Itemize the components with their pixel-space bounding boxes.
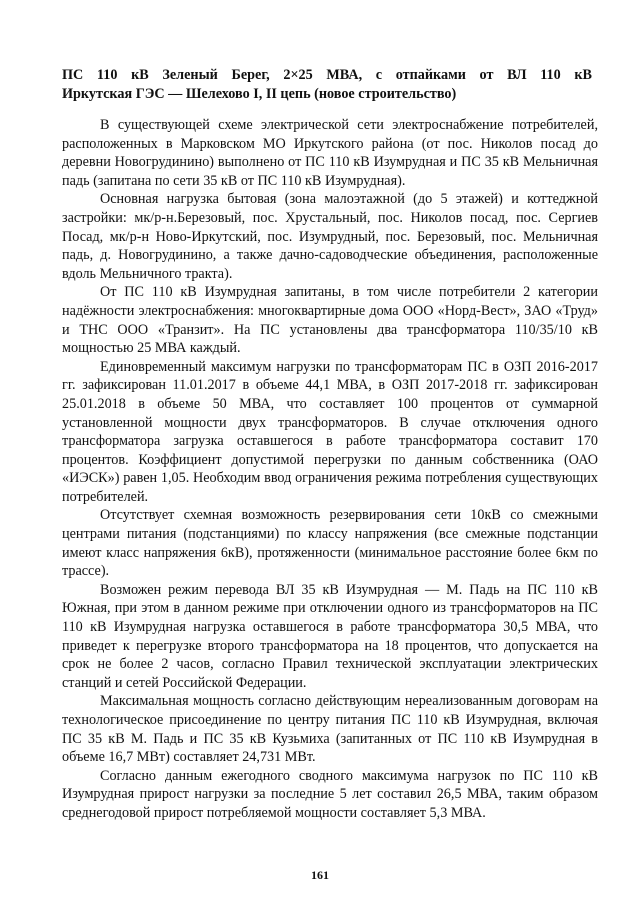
document-title	[62, 66, 592, 104]
title-line-1: ПС 110 кВ Зеленый Берег, 2×25 МВА, с отпайками от ВЛ 110 кВ	[62, 67, 592, 83]
paragraph-existing-scheme: В существующей схеме электрической сети электроснабжение потребителей, расположенных в Марковском МО Иркутского района (от пос. Николов посад до деревни Новогрудинино) выполнено от ПС 110 кВ Изумрудная и ПС 35 кВ Мельничная падь (запитана по сети 35 кВ от ПС 110 кВ Изумрудная).	[62, 117, 598, 189]
paragraph-consumers: От ПС 110 кВ Изумрудная запитаны, в том числе потребители 2 категории надёжности электроснабжения: многоквартирные дома ООО «Норд-Вест», ЗАО «Труд» и ТНС ООО «Транзит». На ПС установлены два трансформатора 110/35/10 кВ мощностью 25 МВА каждый.	[62, 284, 598, 357]
paragraph-max-power: Максимальная мощность согласно действующим нереализованным договорам на технологическое присоединение по центру питания ПС 110 кВ Изумрудная, включая ПС 35 кВ М. Падь и ПС 35 кВ Кузьмиха (запитанных от ПС 110 кВ Изумрудная в объеме 16,7 МВт) составляет 24,731 МВт.	[62, 693, 598, 766]
paragraph-transfer-mode: Возможен режим перевода ВЛ 35 кВ Изумрудная — М. Падь на ПС 110 кВ Южная, при этом в данном режиме при отключении одного из трансформаторов на ПС 110 кВ Изумрудная нагрузка оставшегося в работе трансформатора 30,5 МВА, что приведет к перегрузке второго трансформатора на 18 процентов, что допускается на срок не более 2 часов, согласно Правил технической эксплуатации электрических станций и сетей Российской Федерации.	[62, 581, 598, 691]
paragraph-peak-load: Единовременный максимум нагрузки по трансформаторам ПС в ОЗП 2016-2017 гг. зафиксирован 11.01.2017 в объеме 44,1 МВА, в ОЗП 2017-2018 гг. зафиксирован 25.01.2018 в объеме 50 МВА, что составляет 100 процентов от суммарной установленной мощности двух трансформаторов. В случае отключения одного трансформатора загрузка оставшегося в работе трансформатора составит 170 процентов. Коэффициент допустимой перегрузки по данным собственника (ОАО «ИЭСК») равен 1,05. Необходим ввод ограничения режима потребления существующих потребителей.	[62, 358, 598, 505]
title-line-2: Иркутская ГЭС — Шелехово I, II цепь (новое строительство)	[62, 86, 457, 102]
document-body	[62, 116, 598, 823]
page-number: 161	[311, 868, 329, 882]
paragraph-load-growth: Согласно данным ежегодного сводного максимума нагрузок по ПС 110 кВ Изумрудная прирост нагрузки за последние 5 лет составил 26,5 МВА, таким образом среднегодовой прирост потребляемой мощности составляет 5,3 МВА.	[62, 767, 598, 821]
paragraph-main-load: Основная нагрузка бытовая (зона малоэтажной (до 5 этажей) и коттеджной застройки: мк/р-н.Березовый, пос. Хрустальный, пос. Николов посад, пос. Сергиев Посад, мк/р-н Ново-Иркутский, пос. Изумрудный, пос. Березовый, пос. Мельничная падь, д. Новогрудинино, а также дачно-садоводческие объединения, расположенные вдоль Мельничного тракта).	[62, 191, 598, 282]
paragraph-reserve: Отсутствует схемная возможность резервирования сети 10кВ со смежными центрами питания (подстанциями) по классу напряжения (все смежные подстанции имеют класс напряжения 6кВ), протяженности (минимальное расстояние более 6км по трассе).	[62, 507, 598, 580]
